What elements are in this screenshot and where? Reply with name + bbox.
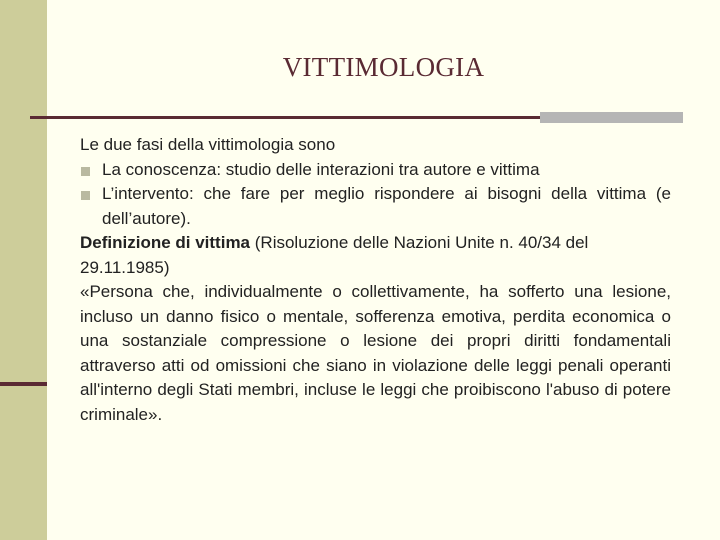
bullet-text: La conoscenza: studio delle interazioni tra autore e vittima: [102, 159, 540, 179]
definition-quote: «Persona che, individualmente o collettivamente, ha sofferto una lesione, incluso un danno fisico o mentale, sofferenza emotiva, perdita economica o una sostanziale compressione o lesione dei propri diritti fondamentali attraverso atti od omissioni che siano in violazione delle leggi penali operanti all'interno degli Stati membri, incluse le leggi che proibiscono l'abuso di potere criminale».: [80, 282, 671, 424]
slide-title: VITTIMOLOGIA: [282, 52, 485, 82]
left-band: [0, 0, 47, 540]
title-rule-accent: [540, 112, 683, 123]
definition-text: [80, 231, 671, 280]
title-rule: [30, 116, 540, 119]
left-accent-bar: [0, 382, 47, 386]
bullet-text: L’intervento: che fare per meglio rispondere ai bisogni della vittima (e dell’autore).: [102, 184, 671, 228]
definition-heading: Definizione di vittima: [80, 233, 251, 252]
bullet-item: [80, 158, 671, 183]
square-bullet-icon: [81, 167, 90, 176]
bullet-item: [80, 182, 671, 231]
square-bullet-icon: [81, 191, 90, 200]
slide-body: [80, 133, 671, 427]
definition-source: (Risoluzione delle Nazioni Unite n. 40/34 del 29.11.1985): [80, 233, 589, 277]
intro-text: Le due fasi della vittimologia sono: [80, 135, 336, 154]
